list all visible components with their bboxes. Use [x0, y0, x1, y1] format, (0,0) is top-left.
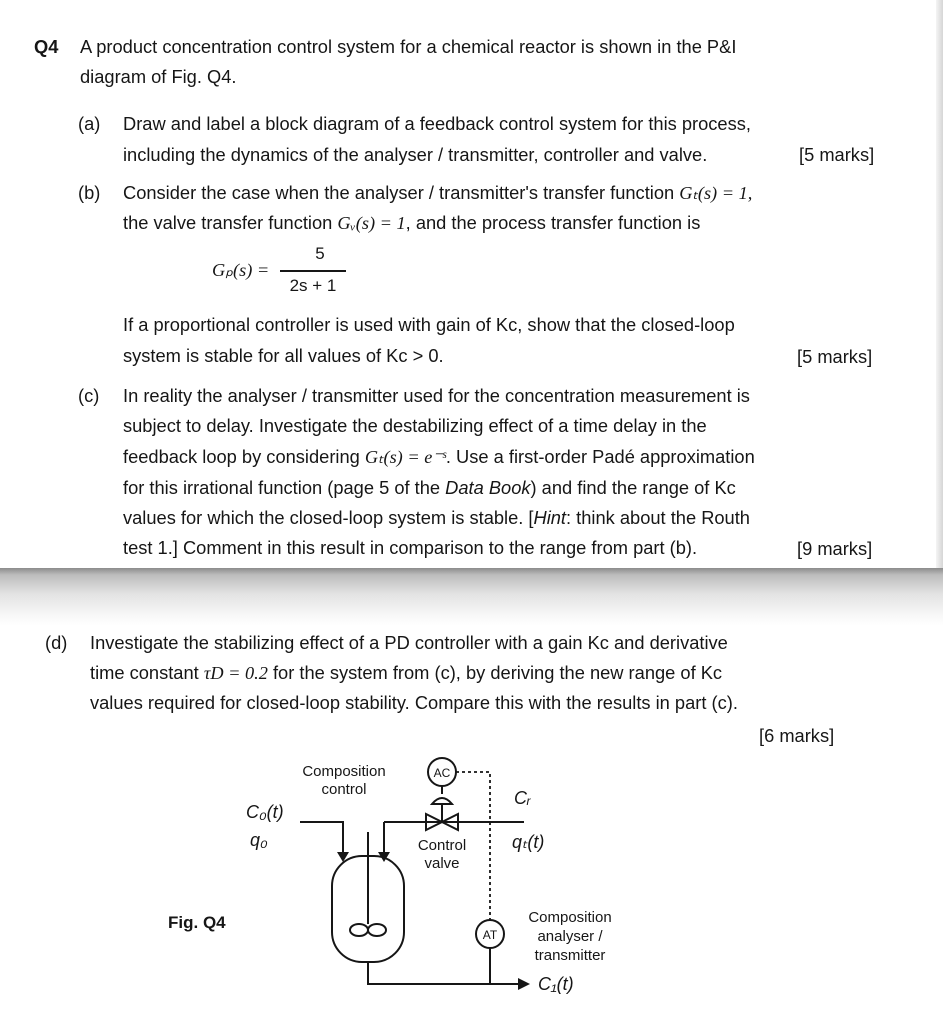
- part-c-line5-suffix: : think about the Routh: [566, 507, 750, 528]
- part-b-line2: [123, 212, 700, 234]
- part-a-line2: including the dynamics of the analyser / transmitter, controller and valve.: [123, 144, 708, 165]
- control-valve-label-1: Control: [417, 837, 467, 854]
- part-c-line6: test 1.] Comment in this result in comparison to the range from part (b).: [123, 537, 698, 558]
- part-c-line2: subject to delay. Investigate the destabilizing effect of a time delay in the: [123, 415, 707, 436]
- outlet-arrowhead: [518, 978, 530, 990]
- part-b-line4: system is stable for all values of Kc > 0.: [123, 345, 444, 366]
- valve-actuator: [432, 798, 452, 804]
- hint-word: Hint: [533, 507, 567, 528]
- part-c-label: (c): [78, 385, 100, 406]
- part-c-line3-suffix: . Use a first-order Padé approximation: [445, 446, 755, 467]
- pi-diagram: [160, 752, 640, 1012]
- analyser-label-3: transmitter: [534, 947, 606, 964]
- composition-control-label-1: Composition: [302, 763, 386, 780]
- part-c-marks: [9 marks]: [797, 538, 873, 559]
- composition-control-label-2: control: [321, 781, 367, 798]
- part-c-line5: [123, 507, 750, 529]
- part-c-line1: In reality the analyser / transmitter used for the concentration measurement is: [123, 385, 750, 406]
- part-d-line2: [90, 662, 722, 684]
- part-b-line3: If a proportional controller is used with gain of Kc, show that the closed-loop: [123, 314, 735, 335]
- part-b-line1: [123, 182, 752, 204]
- part-d-label: (d): [45, 632, 68, 653]
- fraction-bar: [280, 270, 346, 272]
- q0-label: q₀: [250, 830, 268, 850]
- question-intro-line1: A product concentration control system for a chemical reactor is shown in the P&I: [80, 36, 737, 57]
- data-book-title: Data Book: [445, 477, 531, 498]
- ac-tag: AC: [433, 766, 451, 780]
- part-c-line4-text: for this irrational function (page 5 of the: [123, 477, 446, 498]
- part-c-line3-text: feedback loop by considering: [123, 446, 365, 467]
- part-b-line2-text: the valve transfer function: [123, 212, 338, 233]
- cr-label: Cᵣ: [514, 788, 531, 808]
- agitator-blade-left: [350, 924, 368, 936]
- part-d-line2-suffix: for the system from (c), by deriving the new range of Kc: [267, 662, 723, 683]
- part-b-line2-suffix: , and the process transfer function is: [405, 212, 701, 233]
- feed-line: [300, 822, 343, 857]
- part-b-gt-formula: Gₜ(s) = 1,: [679, 183, 753, 203]
- c0-label: C₀(t): [246, 802, 284, 822]
- question-intro-line2: diagram of Fig. Q4.: [80, 66, 237, 87]
- analyser-label-1: Composition: [528, 909, 612, 926]
- part-b-marks: [5 marks]: [797, 346, 873, 367]
- part-d-tau-formula: τD = 0.2: [203, 663, 268, 683]
- process-transfer-function: [212, 244, 352, 300]
- part-a-label: (a): [78, 113, 101, 134]
- gp-denominator: 2s + 1: [289, 276, 337, 295]
- part-d-marks: [6 marks]: [759, 725, 835, 746]
- part-d-line2-text: time constant: [90, 662, 204, 683]
- qt-label: qₜ(t): [512, 832, 545, 852]
- part-d-line3: values required for closed-loop stability. Compare this with the results in part (c).: [90, 692, 738, 713]
- question-number: Q4: [34, 36, 59, 57]
- at-tag: AT: [482, 928, 498, 942]
- page-divider-shadow: [0, 568, 943, 626]
- agitator-blade-right: [368, 924, 386, 936]
- part-c-line4: [123, 477, 736, 499]
- c1-label: C₁(t): [538, 974, 574, 994]
- outlet-line: [368, 962, 520, 984]
- part-a-line1: Draw and label a block diagram of a feedback control system for this process,: [123, 113, 751, 134]
- figure-caption: Fig. Q4: [168, 913, 226, 932]
- part-b-label: (b): [78, 182, 101, 203]
- part-d-line1: Investigate the stabilizing effect of a PD controller with a gain Kc and derivative: [90, 632, 728, 653]
- part-a-marks: [5 marks]: [799, 144, 875, 165]
- page-edge-shadow: [936, 0, 943, 568]
- part-b-line1-text: Consider the case when the analyser / transmitter's transfer function: [123, 182, 680, 203]
- part-c-line4-suffix: ) and find the range of Kc: [530, 477, 736, 498]
- part-b-gv-formula: Gᵥ(s) = 1: [337, 213, 406, 233]
- part-c-delay-formula: Gₜ(s) = e⁻ˢ: [364, 447, 446, 467]
- gp-lhs: Gₚ(s) =: [212, 260, 270, 280]
- control-valve-label-2: valve: [424, 855, 460, 872]
- part-c-line3: [123, 446, 755, 468]
- analyser-label-2: analyser /: [537, 928, 603, 945]
- gp-numerator: 5: [315, 244, 325, 263]
- part-c-line5-text: values for which the closed-loop system is stable. [: [123, 507, 534, 528]
